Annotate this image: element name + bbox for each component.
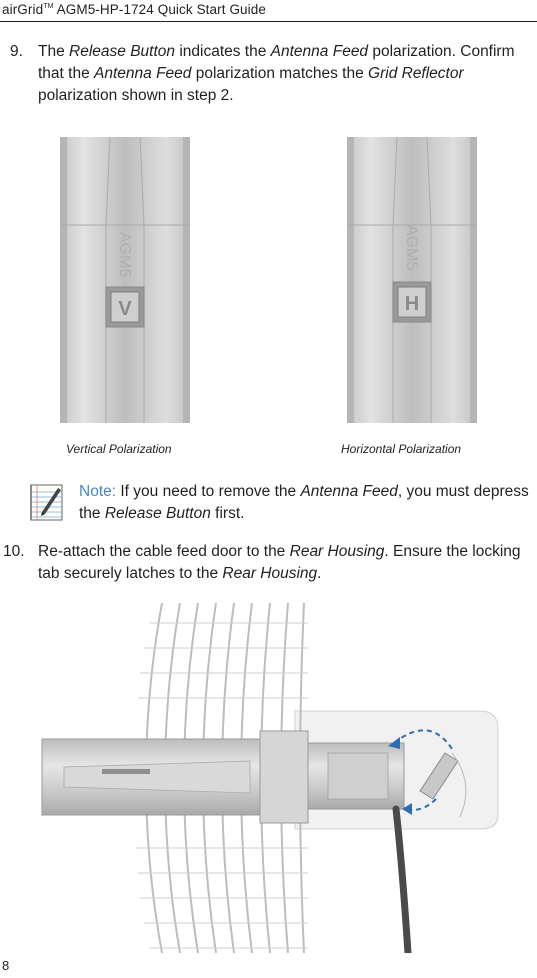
cable bbox=[396, 809, 408, 953]
text: polarization shown in step 2. bbox=[38, 87, 234, 104]
text: indicates the bbox=[175, 43, 271, 60]
antenna-assembly-image bbox=[40, 603, 500, 953]
term-release-button: Release Button bbox=[104, 505, 211, 522]
caption-horizontal: Horizontal Polarization bbox=[341, 442, 462, 456]
agm5-marking: AGM5 bbox=[403, 225, 420, 271]
agm5-marking: AGM5 bbox=[116, 232, 133, 278]
header-title: AGM5-HP-1724 Quick Start Guide bbox=[53, 2, 266, 17]
polarization-letter-h: H bbox=[404, 293, 420, 315]
term-rear-housing: Rear Housing bbox=[289, 543, 385, 560]
rear-housing bbox=[260, 731, 308, 823]
caption-vertical: Vertical Polarization bbox=[66, 442, 172, 456]
term-rear-housing: Rear Housing bbox=[222, 565, 318, 582]
note-notepad-icon bbox=[28, 482, 66, 522]
text: If you need to remove the bbox=[116, 483, 301, 500]
text: first. bbox=[210, 505, 245, 522]
term-antenna-feed: Antenna Feed bbox=[94, 65, 192, 82]
step-text bbox=[38, 541, 530, 585]
term-grid-reflector: Grid Reflector bbox=[368, 65, 464, 82]
text: polarization matches the bbox=[191, 65, 369, 82]
note bbox=[79, 481, 529, 525]
page-number: 8 bbox=[2, 958, 10, 973]
document-header bbox=[2, 2, 266, 17]
text: The bbox=[38, 43, 70, 60]
text: . Ensure the locking tab securely latches to the bbox=[38, 543, 521, 582]
step-10 bbox=[3, 541, 530, 589]
text: , you must depress the bbox=[79, 483, 529, 522]
header-rule bbox=[0, 21, 537, 22]
text: polarization. Confirm that the bbox=[38, 43, 515, 82]
step-number: 10. bbox=[3, 543, 25, 560]
step-9 bbox=[10, 41, 530, 111]
trademark: TM bbox=[43, 3, 54, 10]
step-number: 9. bbox=[10, 43, 23, 60]
note-label: Note: bbox=[79, 483, 117, 500]
horizontal-polarization-image bbox=[347, 137, 477, 423]
term-release-button: Release Button bbox=[69, 43, 176, 60]
vertical-polarization-image bbox=[60, 137, 190, 423]
text: . bbox=[317, 565, 322, 582]
polarization-letter-v: V bbox=[118, 298, 132, 320]
header-brand: airGrid bbox=[2, 2, 44, 17]
step-text bbox=[38, 41, 530, 107]
term-antenna-feed: Antenna Feed bbox=[270, 43, 369, 60]
term-antenna-feed: Antenna Feed bbox=[300, 483, 398, 500]
text: Re-attach the cable feed door to the bbox=[38, 543, 290, 560]
